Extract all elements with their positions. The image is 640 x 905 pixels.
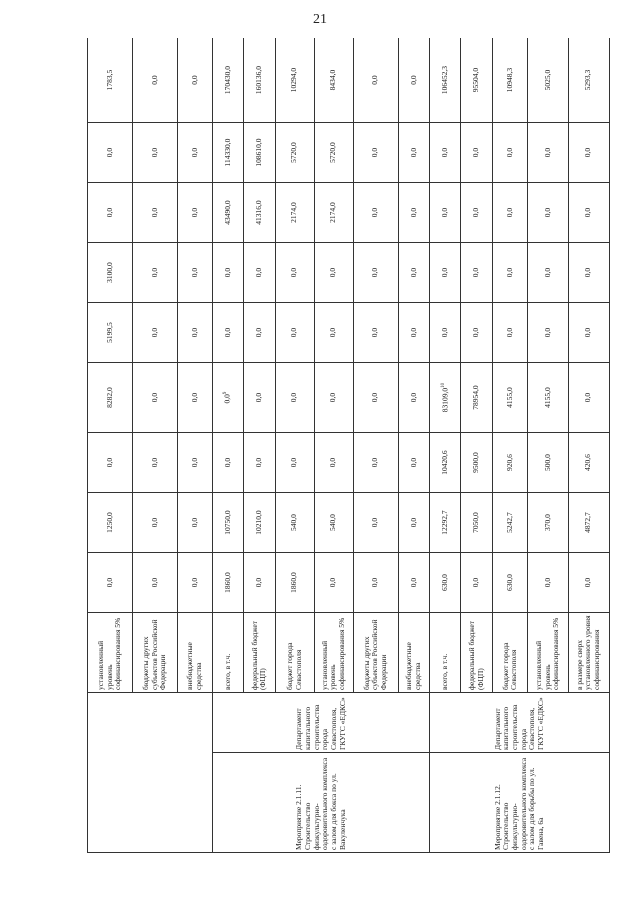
cell-value: 78954,0 <box>471 385 481 410</box>
value-cell <box>461 363 493 433</box>
page-number: 21 <box>313 12 327 27</box>
cell-value: 0,0 <box>254 577 263 588</box>
value-cell <box>243 123 275 183</box>
cell-value: 10750,0 <box>222 510 232 535</box>
cell-value: 0,0 <box>471 327 481 338</box>
cell-value: 0,0 <box>104 147 114 158</box>
cell-value: 0,0 <box>408 392 418 403</box>
cell-value: 0,0 <box>370 517 380 528</box>
value-cell <box>430 303 461 363</box>
value-cell <box>243 183 275 243</box>
cell-value: 0,0 <box>408 75 418 85</box>
value-cell <box>461 243 493 303</box>
value-cell <box>461 493 493 553</box>
cell-value: 0,0 <box>189 457 199 468</box>
value-cell <box>461 303 493 363</box>
value-cell <box>88 123 133 183</box>
value-cell <box>461 183 493 243</box>
value-cell <box>493 553 528 613</box>
cell-value: 630,0 <box>439 574 449 591</box>
value-cell <box>568 493 609 553</box>
cell-value: 0,0 <box>289 457 299 468</box>
cell-value: 0,0 <box>408 577 418 588</box>
cell-value: 0,0 <box>439 267 449 278</box>
cell-value: 0,0 <box>149 75 159 85</box>
cell-value: 0,0 <box>408 517 418 528</box>
cell-value: 420,6 <box>583 454 593 471</box>
value-cell <box>132 123 177 183</box>
cell-value: 370,0 <box>542 514 552 531</box>
value-cell <box>398 553 430 613</box>
value-cell <box>314 363 353 433</box>
cell-value: 0,0 <box>149 207 159 218</box>
cell-value: 10294,0 <box>289 67 299 93</box>
value-cell <box>213 303 244 363</box>
value-cell <box>528 493 568 553</box>
cell-value: 5242,7 <box>504 512 514 533</box>
cell-value: 0,0 <box>370 392 380 403</box>
value-cell <box>353 493 398 553</box>
value-cell <box>353 38 398 123</box>
cell-value: 0,0 <box>328 327 338 338</box>
value-cell <box>528 553 568 613</box>
cell-value: 0,0 <box>189 392 199 403</box>
footnote-mark: 9 <box>223 391 229 395</box>
cell-value: 0,0 <box>542 327 552 338</box>
value-cell <box>88 183 133 243</box>
value-cell <box>528 363 568 433</box>
value-cell <box>275 493 314 553</box>
value-cell <box>398 433 430 493</box>
value-cell <box>528 183 568 243</box>
cell-value: 5293,3 <box>583 69 593 91</box>
value-cell <box>398 363 430 433</box>
value-cell <box>132 363 177 433</box>
value-cell <box>568 183 609 243</box>
cell-value: 920,6 <box>504 454 514 471</box>
value-cell <box>243 363 275 433</box>
cell-value: 5720,0 <box>328 142 338 163</box>
cell-value: 4155,0 <box>542 387 552 408</box>
value-cell <box>528 38 568 123</box>
cell-value: 0,0 <box>370 207 380 218</box>
value-cell <box>132 38 177 123</box>
value-cell <box>314 493 353 553</box>
value-cell <box>275 183 314 243</box>
cell-value: 0,0 <box>542 207 552 218</box>
value-cell <box>493 303 528 363</box>
value-cell <box>528 433 568 493</box>
value-cell <box>132 553 177 613</box>
row-label: всего, в т.ч. <box>430 613 461 693</box>
value-cell <box>213 123 244 183</box>
value-cell <box>461 123 493 183</box>
cell-value: 0,0 <box>542 577 552 588</box>
value-cell <box>88 493 133 553</box>
value-cell <box>353 433 398 493</box>
cell-value: 0,0 <box>439 327 449 338</box>
cell-value: 0,0 <box>370 457 380 468</box>
value-cell <box>568 433 609 493</box>
cell-value: 0,0 <box>189 147 199 158</box>
cell-value: 2174,0 <box>289 202 299 223</box>
value-cell <box>461 433 493 493</box>
value-cell <box>493 433 528 493</box>
value-cell <box>213 38 244 123</box>
value-cell <box>275 433 314 493</box>
cell-value: 0,0 <box>149 517 159 528</box>
cell-value: 500,0 <box>542 454 552 471</box>
cell-value: 0,0 <box>504 327 514 338</box>
value-cell <box>213 553 244 613</box>
cell-value: 540,0 <box>328 514 338 531</box>
cell-value: 0,0 <box>289 327 299 338</box>
value-cell <box>398 38 430 123</box>
cell-value: 8434,0 <box>328 69 338 91</box>
cell-value: 0,0 <box>149 392 159 403</box>
row-label: внебюджетные средства <box>398 613 430 693</box>
cell-value: 10420,6 <box>439 450 449 475</box>
event-name: Мероприятие 2.1.11. Строительство физкультурно-оздоровительного комплекса с залом для бокса по ул. Вакуленчука <box>213 753 430 853</box>
value-cell <box>177 493 212 553</box>
cell-value: 0,0 <box>328 267 338 278</box>
value-cell <box>243 493 275 553</box>
value-cell <box>528 243 568 303</box>
cell-value: 0,0 <box>254 457 263 468</box>
cell-value: 0,0 <box>542 267 552 278</box>
value-cell <box>275 243 314 303</box>
cell-value: 4872,7 <box>583 512 593 533</box>
cell-value: 0,0 <box>542 147 552 158</box>
row-label: всего, в т.ч. <box>213 613 244 693</box>
cell-value: 0,0 <box>471 577 481 588</box>
value-cell <box>430 363 461 433</box>
table-landscape <box>87 38 610 853</box>
value-cell <box>88 243 133 303</box>
value-cell <box>398 123 430 183</box>
value-cell <box>243 243 275 303</box>
cell-value: 0,0 <box>104 577 114 588</box>
cell-value: 0,0 <box>583 147 593 158</box>
value-cell <box>314 433 353 493</box>
row-label: установленный уровень софинансирования 5% <box>314 613 353 693</box>
value-cell <box>213 183 244 243</box>
event-executor: Департамент капитального строительства города Севастополя, ГКУГС «ЕДКС» <box>213 693 430 753</box>
value-cell <box>275 123 314 183</box>
value-cell <box>88 303 133 363</box>
value-cell <box>568 303 609 363</box>
cell-value: 0,0 <box>583 392 593 403</box>
value-cell <box>353 123 398 183</box>
value-cell <box>177 123 212 183</box>
value-cell <box>398 303 430 363</box>
cell-value: 0,0 <box>370 267 380 278</box>
value-cell <box>528 303 568 363</box>
cell-value: 0,0 <box>370 75 380 85</box>
value-cell <box>430 38 461 123</box>
value-cell <box>275 553 314 613</box>
value-cell <box>177 553 212 613</box>
value-cell <box>88 433 133 493</box>
cell-value: 0,0 <box>189 327 199 338</box>
cell-value: 0,0 <box>189 517 199 528</box>
cell-value: 0,0 <box>471 267 481 278</box>
value-cell <box>314 183 353 243</box>
row-label: установленный уровень софинансирования 5% <box>528 613 568 693</box>
cell-value: 160136,0 <box>254 65 263 95</box>
value-cell <box>314 243 353 303</box>
value-cell <box>568 363 609 433</box>
cell-value: 0,0 <box>149 577 159 588</box>
cell-value: 0,0 <box>189 267 199 278</box>
value-cell <box>493 493 528 553</box>
cell-value: 0,0 <box>583 207 593 218</box>
value-cell <box>177 303 212 363</box>
cell-value: 106452,3 <box>439 65 449 95</box>
cell-value: 3100,0 <box>104 262 114 283</box>
value-cell <box>275 38 314 123</box>
cell-value: 0,0 <box>471 207 481 218</box>
value-cell <box>430 433 461 493</box>
cell-value: 5199,5 <box>104 322 114 343</box>
value-cell <box>398 243 430 303</box>
cell-value: 0,0 <box>328 457 338 468</box>
cell-value: 0,0 <box>408 327 418 338</box>
table-row <box>430 38 461 853</box>
cell-value: 108610,0 <box>254 138 263 167</box>
cell-value: 0,0 <box>149 457 159 468</box>
value-cell <box>243 303 275 363</box>
cell-value: 1860,0 <box>222 572 232 593</box>
cell-value: 5720,0 <box>289 142 299 163</box>
value-cell <box>353 363 398 433</box>
cell-value: 10210,0 <box>254 510 263 535</box>
row-label: бюджеты других субъектов Российской Федерации <box>353 613 398 693</box>
cell-value: 0,0 <box>328 577 338 588</box>
value-cell <box>243 38 275 123</box>
value-cell <box>353 553 398 613</box>
footnote-mark: 10 <box>440 382 446 388</box>
value-cell <box>213 363 244 433</box>
value-cell <box>430 493 461 553</box>
continued-event-cell <box>88 693 213 853</box>
cell-value: 0,0 <box>504 207 514 218</box>
cell-value: 0,0 <box>583 327 593 338</box>
cell-value: 0,0 <box>471 147 481 158</box>
value-cell <box>314 38 353 123</box>
cell-value: 83109,0 <box>440 387 450 413</box>
cell-value: 8282,0 <box>104 387 114 408</box>
value-cell <box>177 243 212 303</box>
cell-value: 0,0 <box>149 147 159 158</box>
cell-value: 0,0 <box>583 267 593 278</box>
cell-value: 12292,7 <box>439 510 449 535</box>
cell-value: 2174,0 <box>328 202 338 223</box>
value-cell <box>430 183 461 243</box>
value-cell <box>568 243 609 303</box>
cell-value: 7050,0 <box>471 512 481 533</box>
row-label: установленный уровень софинансирования 5% <box>88 613 133 693</box>
cell-value: 0,0 <box>408 457 418 468</box>
value-cell <box>430 553 461 613</box>
cell-value: 0,0 <box>149 327 159 338</box>
value-cell <box>314 123 353 183</box>
cell-value: 0,0 <box>408 267 418 278</box>
value-cell <box>177 363 212 433</box>
value-cell <box>353 303 398 363</box>
cell-value: 170430,0 <box>222 65 232 95</box>
value-cell <box>568 123 609 183</box>
cell-value: 0,0 <box>408 147 418 158</box>
value-cell <box>177 183 212 243</box>
value-cell <box>177 38 212 123</box>
row-label: бюджет города Севастополя <box>275 613 314 693</box>
value-cell <box>353 243 398 303</box>
cell-value: 0,0 <box>328 392 338 403</box>
row-label: бюджеты других субъектов Российской Федерации <box>132 613 177 693</box>
cell-value: 0,0 <box>254 327 263 338</box>
cell-value: 0,0 <box>222 394 232 404</box>
rotated-table-frame <box>87 38 610 853</box>
value-cell <box>493 363 528 433</box>
value-cell <box>353 183 398 243</box>
cell-value: 0,0 <box>149 267 159 278</box>
budget-table <box>87 38 610 853</box>
row-label: в размере сверх установленного уровня софинансирования <box>568 613 609 693</box>
event-name: Мероприятие 2.1.12. Строительство физкультурно-оздоровительного комплекса с залом для борьбы по ул. Гавена, 6а <box>430 753 610 853</box>
value-cell <box>132 303 177 363</box>
value-cell <box>275 363 314 433</box>
cell-value: 1250,0 <box>104 512 114 533</box>
value-cell <box>88 363 133 433</box>
cell-value: 0,0 <box>439 147 449 158</box>
cell-value: 0,0 <box>189 577 199 588</box>
value-cell <box>213 243 244 303</box>
event-executor: Департамент капитального строительства города Севастополя, ГКУГС «ЕДКС» <box>430 693 610 753</box>
cell-value: 0,0 <box>189 75 199 85</box>
table-row <box>213 38 244 853</box>
cell-value: 0,0 <box>104 207 114 218</box>
value-cell <box>314 303 353 363</box>
value-cell <box>275 303 314 363</box>
cell-value: 0,0 <box>104 457 114 468</box>
value-cell <box>493 243 528 303</box>
cell-value: 0,0 <box>370 327 380 338</box>
value-cell <box>314 553 353 613</box>
value-cell <box>430 243 461 303</box>
cell-value: 630,0 <box>504 574 514 591</box>
cell-value: 4155,0 <box>504 387 514 408</box>
cell-value: 41316,0 <box>254 200 263 225</box>
row-label: внебюджетные средства <box>177 613 212 693</box>
cell-value: 114330,0 <box>222 138 232 167</box>
cell-value: 0,0 <box>370 577 380 588</box>
value-cell <box>88 38 133 123</box>
cell-value: 0,0 <box>254 392 263 403</box>
table-row <box>88 38 133 853</box>
cell-value: 0,0 <box>439 207 449 218</box>
value-cell <box>213 433 244 493</box>
value-cell <box>88 553 133 613</box>
cell-value: 5025,0 <box>542 69 552 91</box>
row-label: федеральный бюджет (ФЦП) <box>461 613 493 693</box>
value-cell <box>398 183 430 243</box>
cell-value: 0,0 <box>408 207 418 218</box>
value-cell <box>528 123 568 183</box>
value-cell <box>132 433 177 493</box>
cell-value: 0,0 <box>504 267 514 278</box>
cell-value: 0,0 <box>289 267 299 278</box>
cell-value: 0,0 <box>370 147 380 158</box>
value-cell <box>243 433 275 493</box>
value-cell <box>213 493 244 553</box>
value-cell <box>568 38 609 123</box>
value-cell <box>461 553 493 613</box>
cell-value: 43490,0 <box>222 200 232 225</box>
value-cell <box>398 493 430 553</box>
value-cell <box>132 183 177 243</box>
cell-value: 540,0 <box>289 514 299 531</box>
value-cell <box>132 243 177 303</box>
value-cell <box>493 38 528 123</box>
row-label: федеральный бюджет (ФЦП) <box>243 613 275 693</box>
cell-value: 1860,0 <box>289 572 299 593</box>
cell-value: 0,0 <box>289 392 299 403</box>
value-cell <box>132 493 177 553</box>
row-label: бюджет города Севастополя <box>493 613 528 693</box>
value-cell <box>243 553 275 613</box>
value-cell <box>461 38 493 123</box>
cell-value: 0,0 <box>504 147 514 158</box>
value-cell <box>493 123 528 183</box>
value-cell <box>430 123 461 183</box>
cell-value: 10948,3 <box>504 67 514 93</box>
value-cell <box>493 183 528 243</box>
value-cell <box>177 433 212 493</box>
cell-value: 0,0 <box>254 267 263 278</box>
cell-value: 1783,5 <box>104 69 114 91</box>
cell-value: 0,0 <box>222 327 232 338</box>
cell-value: 0,0 <box>222 457 232 468</box>
cell-value: 0,0 <box>189 207 199 218</box>
cell-value: 0,0 <box>583 577 593 588</box>
cell-value: 95504,0 <box>471 67 481 93</box>
cell-value: 0,0 <box>222 267 232 278</box>
cell-value: 9500,0 <box>471 452 481 473</box>
value-cell <box>568 553 609 613</box>
